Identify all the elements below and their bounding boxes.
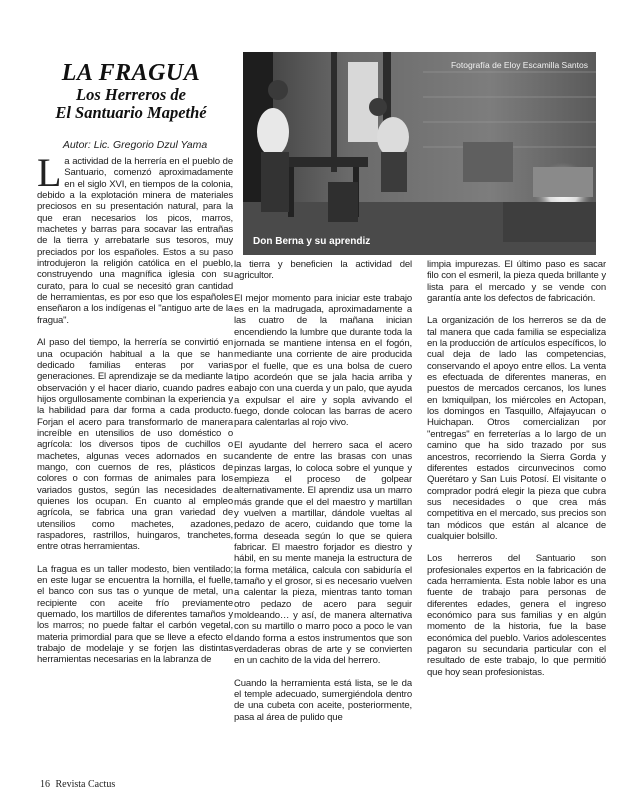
paragraph (37, 156, 233, 326)
paragraph: La organización de los herreros se da de tal manera que cada familia se especializa en la producción de artículos específicos, lo cual deja de lado las competencias, conservando el apoyo entre ellos. La venta es efectuada de diferentes maneras, en puestos de mercados cercanos, los lunes en Ixmiquilpan, los miércoles en Actopan, los domingos en Tasquillo, Alfajayucan o Huichapan. Otros comercializan por "entregas" en ferreterías a lo largo de un camino que ha sido trazado por sus ancestros, recorriendo la Sierra Gorda y diferentes estados circunvecinos como Querétaro y San Luis Potosí. El visitante o comprador podrá elegir la pieza que cubra sus necesidades o que crea más competitiva en el mercado, sus precios son tan módicos que están al alcance de cualquier bolsillo. (427, 315, 606, 542)
magazine-name: Revista Cactus (55, 779, 116, 790)
paragraph-text: a actividad de la herrería en el pueblo de Santuario, comenzó aproximadamente en el siglo XVI, en tiempos de la colonia, debido a la explotación minera de materiales preciosos en su presentación natural, para la que eran necesarios los picos, marros, machetes y barras para socavar las entrañas de la tierra y arrebatarle sus tesoros, muy preciados por los españoles. Estos a su paso introdujeron la religión católica en el pueblo, construyendo una magnífica iglesia con su curato, para lo cual se necesitó gran cantidad de herramientas, es por eso que los españoles enseñaron a los indígenas el "antiguo arte de la fragua". (37, 156, 233, 326)
article-title (34, 60, 228, 122)
photo-credit: Fotografía de Eloy Escamilla Santos (450, 60, 588, 70)
paragraph: Al paso del tiempo, la herrería se convirtió en una ocupación habitual a la que se han dedicado familias enteras por varias generaciones. El aprendizaje se da mediante la observación y el hacer diario, cuando padres e hijos orgullosamente combinan la experiencia y la habilidad para dar forma a cada producto. Forjan el acero para transformarlo de manera increíble en utensilios de uso doméstico o agrícola: los diversos tipos de cuchillos o machetes, algunas veces adornados en su mango, con cuernos de res, plásticos de colores o con formas de animales para los variados gustos, según las necesidades de quienes los ocupan. En cuanto al empleo agrícola, se fabrica una gran variedad de utensilios como machetes, azadones, raspadores, rastrillos, huingaros, tranchetes, entre otras herramientas. (37, 337, 233, 553)
drop-cap: L (37, 156, 62, 195)
title-main: LA FRAGUA (61, 60, 201, 86)
text-column-2 (234, 259, 412, 807)
text-column-1 (37, 156, 233, 784)
author-byline: Autor: Lic. Gregorio Dzul Yama (62, 139, 208, 151)
paragraph: la tierra y beneficien la actividad del agricultor. (234, 259, 412, 282)
article-photo (243, 52, 596, 255)
photo-caption: Don Berna y su aprendiz (253, 236, 371, 247)
paragraph: El mejor momento para iniciar este trabajo es en la madrugada, aproximadamente a las cuatro de la mañana inician encendiendo la lumbre que durante toda la jornada se mantiene intensa en el fogón, mediante una corriente de aire producida por el fuelle, que es una bolsa de cuero tipo acordeón que se jala hacia arriba y abajo con una cuerda y un palo, que ayuda a expulsar el aire y sopla avivando el fuego, donde colocan las barras de acero para calentarlas al rojo vivo. (234, 292, 412, 429)
text-column-3 (427, 259, 606, 729)
paragraph: limpia impurezas. El último paso es sacar filo con el esmeril, la pieza queda brillante y lista para el mercado y se vende con garantía ante los defectos de fabricación. (427, 259, 606, 305)
paragraph: La fragua es un taller modesto, bien ventilado; en este lugar se encuentra la hornilla, el fuelle, el banco con sus tas o yunque de metal, un recipiente con aceite frío previamente quemado, los martillos de diferentes tamaños y los marros; no puede faltar el carbón vegetal, materia primordial para que se lleve a efecto el trabajo de modelaje y se forjen las distintas herramientas necesarias en la labranza de (37, 563, 233, 666)
page-footer (40, 779, 115, 790)
forge-workshop-image (243, 52, 596, 255)
page-number: 16 (40, 779, 50, 790)
title-subtitle-line-1: Los Herreros de (76, 85, 186, 104)
paragraph: El ayudante del herrero saca el acero candente de entre las brasas con unas pinzas largas, lo coloca sobre el yunque y empieza el proceso de golpear alternativamente. El aprendiz usa un marro más grande que el del maestro y martillan y vuelven a martillar, dándole vueltas al pedazo de acero, cuidando que tome la forma deseada según lo que se quiera fabricar. El maestro forjador es diestro y hábil, en su mente maneja la estructura de la forma metálica, calcula con sabiduría el tamaño y el grosor, si es necesario vuelven a calentar la pieza, mientras tanto toman otro pedazo de acero para seguir moldeando… y así, de manera alternativa con su martillo o marro poco a poco le van dando forma a estos instrumentos que son verdaderas obras de arte y se convierten en un cachito de la vida del herrero. (234, 439, 412, 667)
title-subtitle-line-2: El Santuario Mapethé (55, 103, 207, 122)
paragraph: Cuando la herramienta está lista, se le da el temple adecuado, sumergiéndola dentro de una cubeta con aceite, posteriormente, pasa al área de pulido que (234, 677, 412, 723)
paragraph: Los herreros del Santuario son profesionales expertos en la fabricación de cada herramienta. Esta noble labor es una fuente de trabajo para personas de diferentes edades, genera el ingreso económico para sus familias y en algún momento de la historia, fue la base económica del pueblo. Varios adolescentes pagaron su secundaria particular con el resultado de este trabajo, lo que permitió que hoy sean profesionistas. (427, 553, 606, 678)
